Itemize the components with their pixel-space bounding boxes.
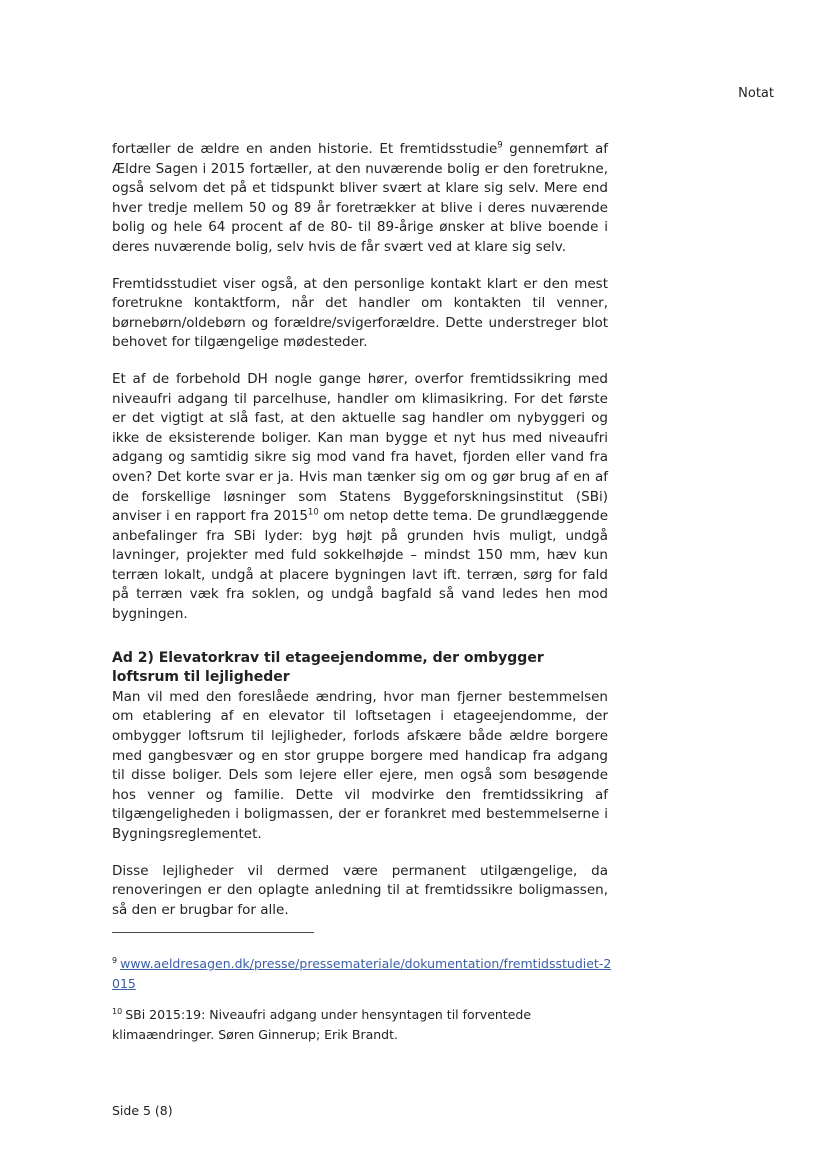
footnote-link[interactable]: www.aeldresagen.dk/presse/pressemateriale/dokumentation/fremtidsstudiet-2015 [112,956,612,991]
footnotes [112,954,612,1056]
document-body [112,140,608,937]
footnote-text: SBi 2015:19: Niveaufri adgang under hensyntagen til forventede klimaændringer. Søren Ginnerup; Erik Brandt. [112,1007,532,1042]
paragraph: Disse lejligheder vil dermed være permanent utilgængelige, da renoveringen er den oplagte anledning til at fremtidssikre boligmassen, så den er brugbar for alle. [112,862,608,918]
paragraph: Fremtidsstudiet viser også, at den personlige kontakt klart er den mest foretrukne kontaktform, når det handler om kontakten til venner, børnebørn/oldebørn og forældre/svigerforældre. Dette understreger blot behovet for tilgængelige mødesteder. [112,275,608,351]
paragraph: Man vil med den foreslåede ændring, hvor man fjerner bestemmelsen om etablering af en elevator til loftsetagen i etageejendomme, der ombygger loftsrum til lejligheder, forlods afskære både ældre borgere med gangbesvær og en stor gruppe borgere med handicap fra adgang til disse boliger. Dels som lejere eller ejere, men også som besøgende hos venner og familie. Dette vil modvirke den fremtidssikring af tilgængeligheden i boligmassen, der er forankret med bestemmelserne i Bygningsreglementet. [112,688,608,842]
footnote-mark: 10 [112,1006,123,1016]
document-type-label: Notat [738,86,774,101]
footnote-reference[interactable]: 10 [307,507,319,518]
footnote-reference[interactable]: 9 [497,140,503,151]
footnote-mark: 9 [112,955,118,965]
paragraph: Et af de forbehold DH nogle gange hører, overfor fremtidssikring med niveaufri adgang til parcelhuse, handler om klimasikring. For det første er det vigtigt at slå fast, at den aktuelle sag handler om nybyggeri og ikke de eksisterende boliger. Kan man bygge et nyt hus med niveaufri adgang og samtidig sikre sig mod vand fra havet, fjorden eller vand fra oven? Det korte svar er ja. Hvis man tænker sig om og gør brug af en af de forskellige løsninger som Statens Byggeforskningsinstitut (SBi) anviser i en rapport fra 2015$^{10}$ om netop dette tema. De grundlæggende anbefalinger fra SBi lyder: byg højt på grunden hvis muligt, undgå lavninger, projekter med fuld sokkelhøjde – mindst 150 mm, hæv kun terræn lokalt, undgå at placere bygningen lavt ift. terræn, sørg for fald på terræn væk fra soklen, og undgå bagfald så vand ledes hen mod bygningen. [112,370,608,623]
footnote [112,954,612,993]
footnote [112,1005,612,1044]
paragraph: fortæller de ældre en anden historie. Et fremtidsstudie$^9$ gennemført af Ældre Sagen i 2015 fortæller, at den nuværende bolig er den foretrukne, også selvom det på et tidspunkt bliver svært at klare sig selv. Mere end hver tredje mellem 50 og 89 år foretrækker at blive i deres nuværende bolig og hele 64 procent af de 80- til 89-årige ønsker at blive boende i deres nuværende bolig, selv hvis de får svært ved at klare sig selv. [112,140,608,255]
section-heading: Ad 2) Elevatorkrav til etageejendomme, der ombygger loftsrum til lejligheder [112,649,544,686]
footnote-divider [112,932,314,933]
page-number: Side 5 (8) [112,1103,173,1118]
